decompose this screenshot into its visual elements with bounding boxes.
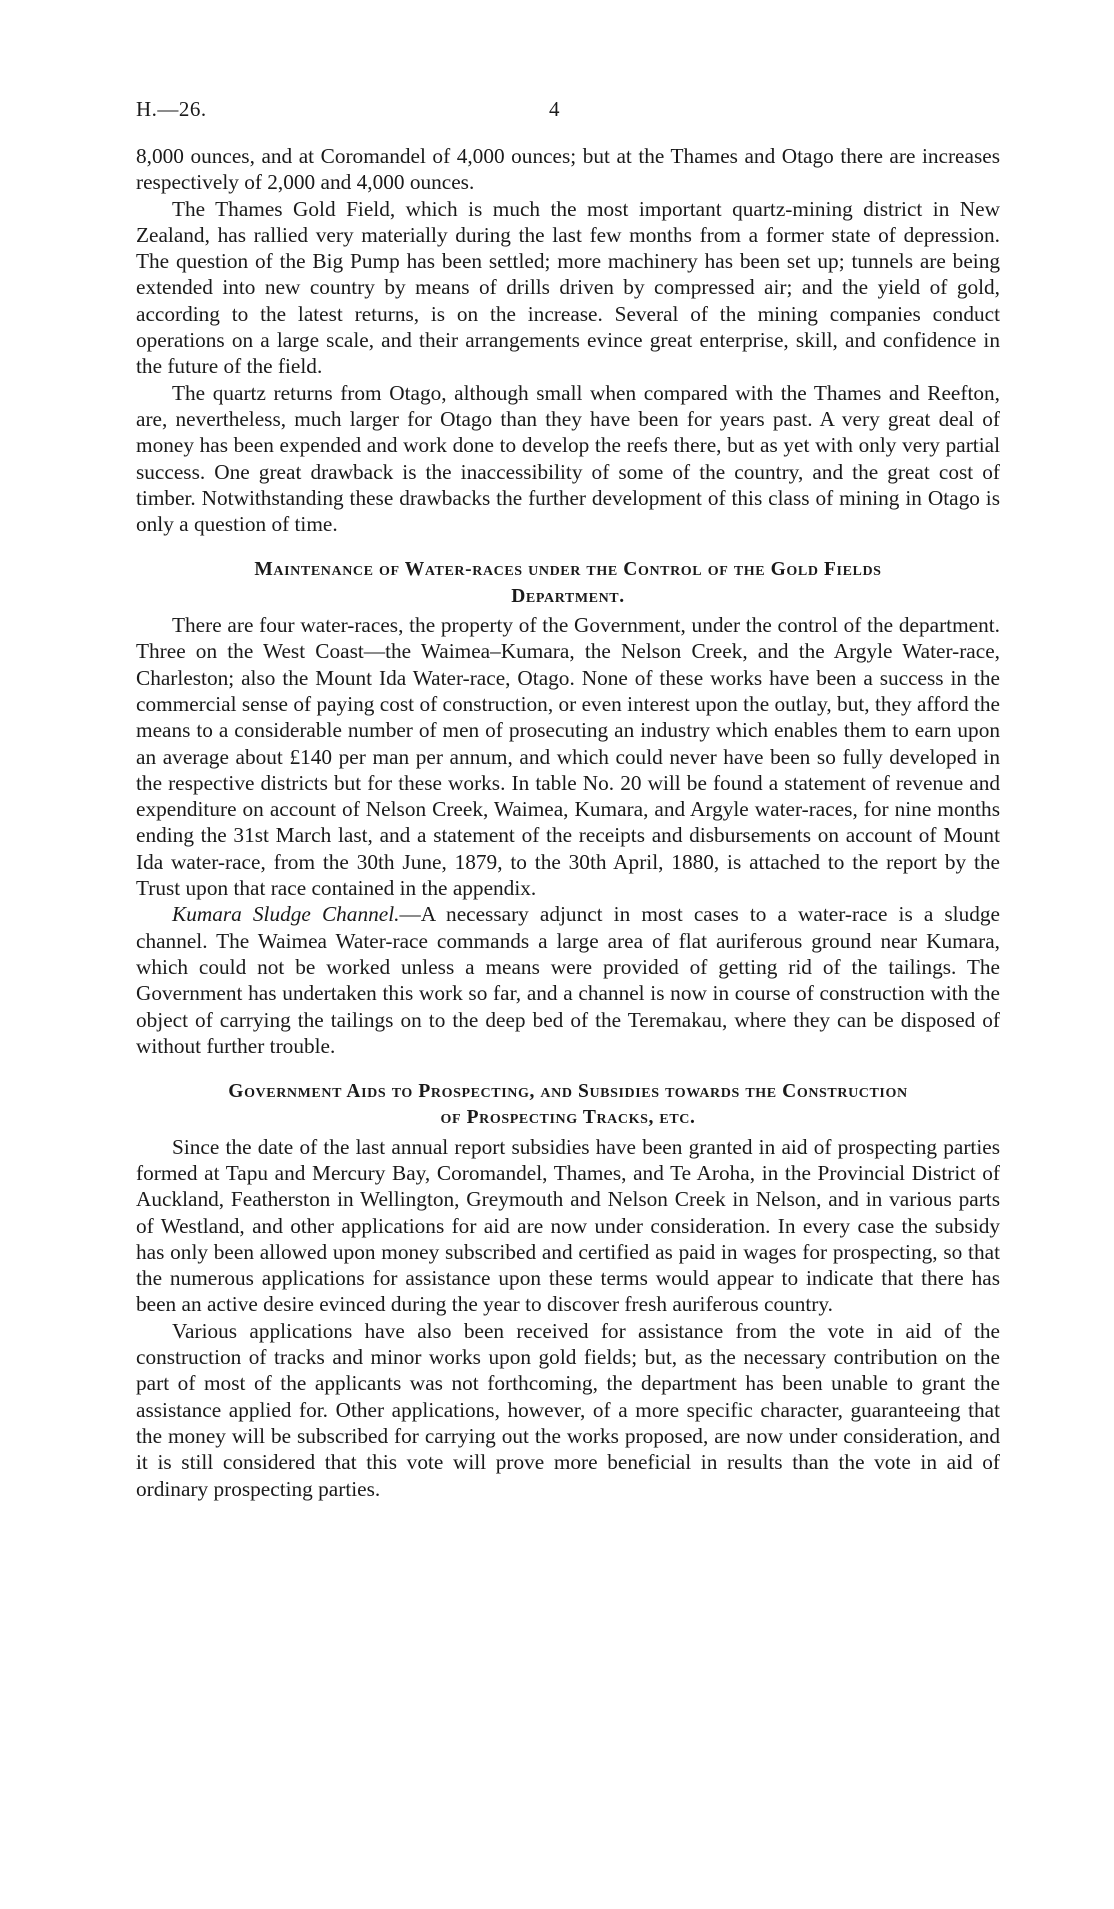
heading-water-races-line-2: Department. <box>511 585 625 607</box>
kumara-sludge-channel-text: —A necessary adjunct in most cases to a water-race is a sludge channel. The Waimea Water-race commands a large area of flat auriferous ground near Kumara, which could not be worked unless a means were provided of getting rid of the tailings. The Government has undertaken this work so far, and a channel is now in course of construction with the object of carrying the tailings on to the deep bed of the Teremakau, where they can be disposed of without further trouble. <box>136 902 1000 1058</box>
document-reference: H.—26. <box>136 97 207 121</box>
paragraph-four-water-races: There are four water-races, the property of the Government, under the control of the department. Three on the West Coast—the Waimea–Kumara, the Nelson Creek, and the Argyle Water-race, Charleston; also the Mount Ida Water-race, Otago. None of these works have been a success in the commercial sense of paying cost of construction, or even interest upon the outlay, but, they afford the means to a considerable number of men of prosecuting an industry which enables them to earn upon an average about £140 per man per annum, and which could never have been so fully developed in the respective districts but for these works. In table No. 20 will be found a statement of revenue and expenditure on account of Nelson Creek, Waimea, Kumara, and Argyle water-races, for nine months ending the 31st March last, and a statement of the receipts and disbursements on account of Mount Ida water-race, from the 30th June, 1879, to the 30th April, 1880, is attached to the report by the Trust upon that race contained in the appendix. <box>136 613 1000 901</box>
paragraph-ounces-continuation: 8,000 ounces, and at Coromandel of 4,000 ounces; but at the Thames and Otago there are increases respectively of 2,000 and 4,000 ounces. <box>136 144 1000 195</box>
heading-government-aids <box>136 1079 1000 1132</box>
paragraph-kumara-sludge-channel <box>136 901 1000 1059</box>
paragraph-tracks-applications: Various applications have also been received for assistance from the vote in aid of the construction of tracks and minor works upon gold fields; but, as the necessary contribution on the part of most of the applicants was not forthcoming, the department has been unable to grant the assistance applied for. Other applications, however, of a more specific character, guaranteeing that the money will be subscribed for carrying out the works proposed, are now under consideration, and it is still considered that this vote will prove more beneficial in results than the vote in aid of ordinary prospecting parties. <box>136 1318 1000 1501</box>
paragraph-thames-gold-field: The Thames Gold Field, which is much the most important quartz-mining district in New Zealand, has rallied very materially during the last few months from a former state of depression. The question of the Big Pump has been settled; more machinery has been set up; tunnels are being extended into new country by means of drills driven by compressed air; and the yield of gold, according to the latest returns, is on the increase. Several of the mining companies conduct operations on a large scale, and their arrangements evince great enterprise, skill, and confidence in the future of the field. <box>136 196 1000 379</box>
heading-water-races-line-1: Maintenance of Water-races under the Control of the Gold Fields <box>254 559 882 581</box>
paragraph-otago-quartz-returns: The quartz returns from Otago, although small when compared with the Thames and Reefton, are, nevertheless, much larger for Otago than they have been for years past. A very great deal of money has been expended and work done to develop the reefs there, but as yet with only very partial success. One great drawback is the inaccessibility of some of the country, and the great cost of timber. Notwithstanding these drawbacks the further development of this class of mining in Otago is only a question of time. <box>136 380 1000 537</box>
heading-water-races <box>136 557 1000 610</box>
kumara-sludge-channel-title: Kumara Sludge Channel. <box>172 902 400 927</box>
page-header <box>136 97 1000 127</box>
paragraph-prospecting-subsidies: Since the date of the last annual report subsidies have been granted in aid of prospecting parties formed at Tapu and Mercury Bay, Coromandel, Thames, and Te Aroha, in the Provincial District of Auckland, Featherston in Wellington, Greymouth and Nelson Creek in Nelson, and in various parts of Westland, and other applications for aid are now under consideration. In every case the subsidy has only been allowed upon money subscribed and certified as paid in wages for prospecting, so that the numerous applications for assistance upon these terms would appear to indicate that there has been an active desire evinced during the year to discover fresh auriferous country. <box>136 1134 1000 1317</box>
body-text <box>136 143 1000 1502</box>
page-number: 4 <box>549 97 560 121</box>
heading-government-aids-line-1: Government Aids to Prospecting, and Subsidies towards the Construction <box>228 1081 908 1103</box>
heading-government-aids-line-2: of Prospecting Tracks, etc. <box>440 1107 696 1129</box>
